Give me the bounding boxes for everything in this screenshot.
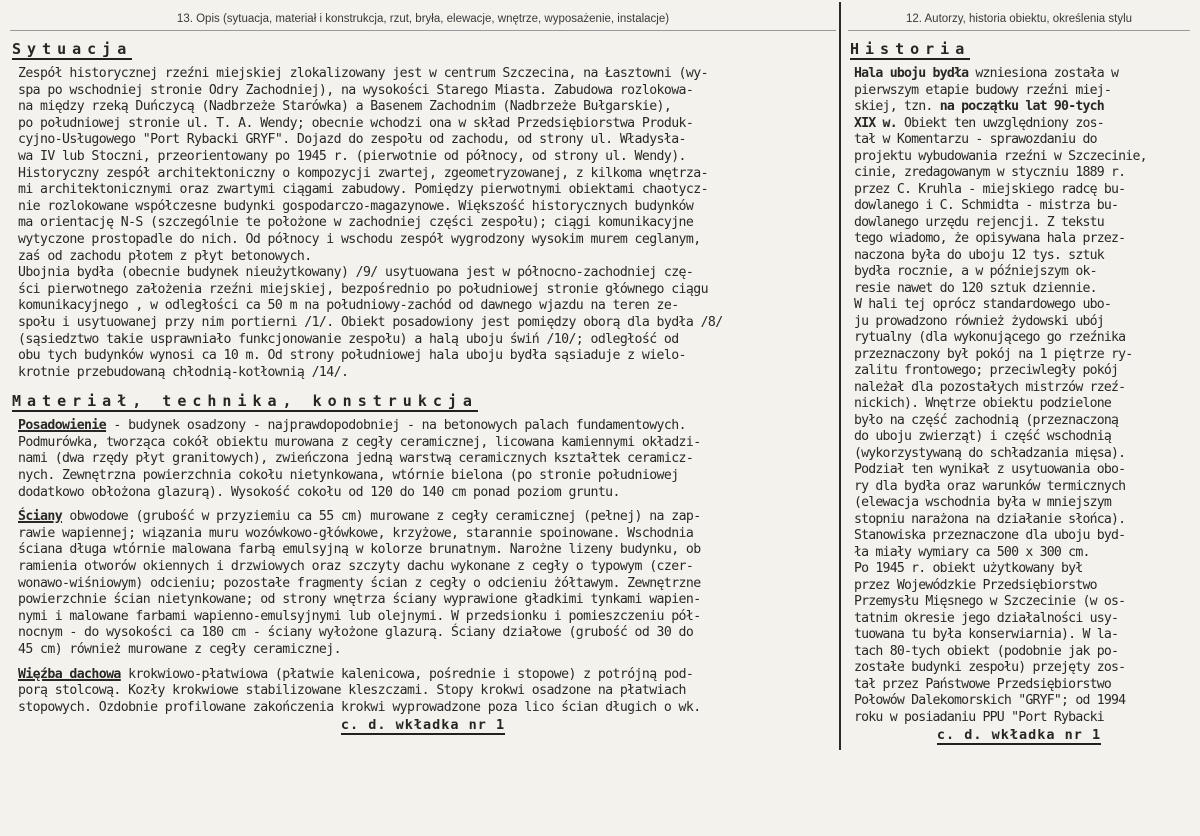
history-emphasis: XIX w.	[854, 115, 897, 131]
history-text-line	[854, 231, 1188, 248]
history-emphasis: Hala uboju bydła	[854, 66, 969, 81]
history-text-line	[854, 660, 1188, 677]
history-text-line	[854, 396, 1188, 413]
history-text-segment: dowlanego urzędu rejencji. Z tekstu	[854, 214, 1104, 230]
history-text-segment: cinie, zredagowanym w styczniu 1889 r.	[854, 165, 1126, 180]
walls-text-line: ramienia otworów okiennych i drzwiowych oraz szczyty dachu wykonane z cegły o typowym (czer-	[18, 559, 694, 575]
history-text-segment: projektu wybudowania rzeźni w Szczecinie,	[854, 148, 1147, 164]
history-text-line	[854, 198, 1188, 215]
history-column-header: 12. Autorzy, historia obiektu, określenia stylu	[848, 8, 1190, 31]
history-text-line	[854, 116, 1188, 133]
description-column	[10, 8, 836, 735]
history-text-line	[854, 248, 1188, 265]
history-text-segment: ła miały wymiary ca 500 x 300 cm.	[854, 544, 1090, 560]
history-text-segment: zostałe budynki zespołu) przejęty zos-	[854, 660, 1126, 675]
roof-text-line: stopowych. Ozdobnie profilowane zakończenia krokwi wyprowadzone poza lico ścian długich o wk.	[18, 699, 701, 715]
situation-text-line: na między rzeką Duńczycą (Nadbrzeże Starówka) a Basenem Zachodnim (Nadbrzeże Bułgarskie),	[18, 99, 672, 115]
material-heading: Materiał, technika, konstrukcja	[12, 392, 478, 411]
history-column	[848, 8, 1190, 745]
continuation-note-left: c. d. wkładka nr 1	[340, 717, 506, 734]
foundation-paragraph	[18, 418, 830, 501]
history-text-segment: stopniu narażona na działanie słońca).	[854, 511, 1126, 527]
history-text-line	[854, 215, 1188, 232]
history-text-line	[854, 132, 1188, 149]
history-text-line	[854, 627, 1188, 644]
history-text-segment: do uboju zwierząt) i część wschodnią	[854, 429, 1112, 444]
history-text-line	[854, 149, 1188, 166]
history-text-line	[854, 693, 1188, 710]
situation-heading: Sytuacja	[12, 40, 133, 58]
history-text-line	[854, 165, 1188, 182]
history-text-line	[854, 446, 1188, 463]
history-text-line	[854, 380, 1188, 397]
situation-text-line: Historyczny zespół architektoniczny o kompozycji zwartej, zgeometryzowanej, z kilkoma wnętrza-	[18, 165, 708, 181]
history-text-segment: W hali tej oprócz standardowego ubo-	[854, 297, 1112, 312]
history-text-line	[854, 297, 1188, 314]
history-text-segment: należał dla pozostałych mistrzów rzeź-	[854, 379, 1126, 395]
history-text-line	[854, 363, 1188, 380]
history-text-segment: dowlanego i C. Schmidta - mistrza bu-	[854, 198, 1119, 213]
roof-first-line: krokwiowo-płatwiowa (płatwie kalenicowa, pośrednie i stopowe) z potrójną pod-	[120, 666, 694, 682]
history-text-line	[854, 330, 1188, 347]
history-text-segment: Obiekt ten uwzględniony zos-	[896, 115, 1104, 131]
history-text-segment: przez C. Kruhla - miejskiego radcę bu-	[854, 181, 1126, 197]
situation-text-line: spa po wschodniej stronie Odry Zachodniej), na wysokości Starego Miasta. Zabudowa rozlokowa-	[18, 82, 694, 98]
situation-text-line: społu i usytuowanej przy nim portierni /1/. Obiekt posadowiony jest pomiędzy oborą dla bydła /8/	[18, 314, 723, 330]
history-text-line	[854, 83, 1188, 100]
history-text-line	[854, 677, 1188, 694]
situation-text-line: krotnie przebudowaną chłodnią-kotłownią /14/.	[18, 364, 349, 380]
history-text-segment: Po 1945 r. obiekt użytkowany był	[854, 561, 1083, 576]
history-text-segment: skiej, tzn.	[854, 99, 940, 114]
history-text-line	[854, 479, 1188, 496]
foundation-text-line: nami (dwa rzędy płyt granitowych), zwieńczona jedną warstwą ceramicznych kształtek ceramicz-	[18, 451, 694, 467]
history-text-segment: (elewacja wschodnia była w mniejszym	[854, 495, 1112, 510]
history-text-line	[854, 264, 1188, 281]
roof-text-line: porą stolcową. Kozły krokwiowe stabilizowane kleszczami. Stopy krokwi osadzone na płatwiach	[18, 683, 686, 699]
history-text-segment: tego wiadomo, że opisywana hala przez-	[854, 231, 1126, 246]
situation-text	[18, 66, 830, 381]
history-text-line	[854, 644, 1188, 661]
history-text-line	[854, 66, 1188, 83]
history-text-segment: (wykorzystywaną do schładzania mięsa).	[854, 445, 1126, 461]
situation-text-line: po południowej stronie ul. T. A. Wendy; obecnie wchodzi ona w skład Przedsiębiorstwa Produk-	[18, 115, 694, 131]
history-text-segment: tuowana tu była konserwiarnia). W la-	[854, 627, 1119, 642]
situation-text-line: wytyczone prostopadle do nich. Od północy i wschodu zespół wygrodzony wysokim murem ceglanym,	[18, 231, 701, 247]
history-text-line	[854, 611, 1188, 628]
history-text-line	[854, 545, 1188, 562]
walls-text-line: rawie wapiennej; wiązania muru wozówkowo-główkowe, krzyżowe, starannie spoinowane. Wschodnia	[18, 525, 694, 541]
history-text	[854, 66, 1188, 726]
history-text-segment: nickich). Wnętrze obiektu podzielone	[854, 396, 1112, 411]
history-text-segment: Połowów Dalekomorskich "GRYF"; od 1994	[854, 693, 1126, 708]
walls-text-line: ściana długa wtórnie malowana farbą emulsyjną w kolorze brunatnym. Narożne lizeny budynku, ob	[18, 542, 701, 558]
history-text-line	[854, 347, 1188, 364]
foundation-text-line: dodatkowo obłożona glazurą). Wysokość cokołu od 120 do 140 cm ponad poziom gruntu.	[18, 484, 620, 500]
history-text-segment: naczona była do uboju 12 tys. sztuk	[854, 247, 1104, 263]
situation-text-line: komunikacyjnego , w odległości ca 50 m na południowy-zachód od dawnego wjazdu na teren ze-	[18, 298, 679, 314]
history-text-segment: rytualny (dla wykonującego go rzeźnika	[854, 330, 1126, 345]
history-text-segment: tatnim okresie jego działalności usy-	[854, 610, 1119, 626]
history-text-segment: Przemysłu Mięsnego w Szczecinie (w os-	[854, 594, 1126, 609]
history-text-line	[854, 413, 1188, 430]
situation-text-line: Zespół historycznej rzeźni miejskiej zlokalizowany jest w centrum Szczecina, na Łasztowni (wy-	[18, 66, 708, 81]
roof-label: Więźba dachowa	[18, 666, 121, 682]
history-text-segment: pierwszym etapie budowy rzeźni miej-	[854, 82, 1112, 98]
situation-text-line: Ubojnia bydła (obecnie budynek nieużytkowany) /9/ usytuowana jest w północno-zachodniej czę-	[18, 265, 694, 281]
foundation-first-line: - budynek osadzony - najprawdopodobniej - na betonowych palach fundamentowych.	[106, 418, 686, 434]
situation-text-line: mi architektonicznymi oraz zwartymi ciągami zabudowy. Pomiędzy pierwotnymi obiektami chaotycz-	[18, 182, 708, 198]
history-heading: Historia	[850, 40, 971, 58]
history-text-segment: roku w posiadaniu PPU "Port Rybacki	[854, 709, 1104, 725]
history-text-segment: zalitu frontowego; przeciwległy pokój	[854, 363, 1119, 378]
history-text-segment: resie nawet do 120 sztuk dziennie.	[854, 280, 1097, 296]
history-text-segment: ju prowadzono również żydowski ubój	[854, 313, 1104, 329]
walls-label: Ściany	[18, 509, 63, 525]
walls-paragraph	[18, 509, 830, 658]
roof-paragraph	[18, 667, 830, 717]
history-text-segment: bydła rocznie, a w późniejszym ok-	[854, 264, 1097, 279]
history-text-line	[854, 594, 1188, 611]
history-text-line	[854, 182, 1188, 199]
column-divider	[839, 2, 841, 750]
walls-text-line: nymi i malowane farbami wapienno-emulsyjnymi lub olejnymi. W przedsionku i pomieszczeniu pół-	[18, 608, 701, 624]
walls-text-line: 45 cm) również murowane z cegły ceramicznej.	[18, 642, 341, 657]
history-text-segment: tał przez Państwowe Przedsiębiorstwo	[854, 676, 1112, 692]
history-text-segment: tach 80-tych obiekt (podobnie jak po-	[854, 643, 1119, 659]
walls-text-line: nocnym - do wysokości ca 180 cm - ściany wyłożone glazurą. Ściany działowe (grubość od 30 do	[18, 625, 694, 641]
history-text-line	[854, 561, 1188, 578]
situation-text-line: zaś od zachodu płotem z płyt betonowych.	[18, 248, 312, 264]
description-column-header: 13. Opis (sytuacja, materiał i konstrukcja, rzut, bryła, elewacje, wnętrze, wyposażenie, instalacje)	[10, 8, 836, 31]
situation-text-line: cyjno-Usługowego "Port Rybacki GRYF". Dojazd do zespołu od zachodu, od strony ul. Władysła-	[18, 132, 686, 148]
history-text-segment: Stanowiska przeznaczone dla uboju byd-	[854, 528, 1126, 543]
history-text-line	[854, 495, 1188, 512]
foundation-label: Posadowienie	[18, 418, 107, 434]
history-text-segment: wzniesiona została w	[968, 66, 1119, 81]
history-text-line	[854, 710, 1188, 727]
history-text-segment: było na część zachodnią (przeznaczoną	[854, 412, 1119, 428]
continuation-note-right: c. d. wkładka nr 1	[936, 727, 1102, 743]
history-text-segment: tał w Komentarzu - sprawozdaniu do	[854, 132, 1097, 147]
history-text-line	[854, 462, 1188, 479]
history-text-line	[854, 99, 1188, 116]
history-text-line	[854, 314, 1188, 331]
situation-text-line: obu tych budynków wynosi ca 10 m. Od strony południowej hala uboju bydła sąsiaduje z wielo-	[18, 348, 686, 364]
history-text-line	[854, 281, 1188, 298]
foundation-text-line: nych. Zewnętrzna powierzchnia cokołu nietynkowana, wtórnie bielona (po stronie południowej	[18, 468, 679, 484]
history-text-line	[854, 528, 1188, 545]
situation-text-line: ści pierwotnego założenia rzeźni miejskiej, bezpośrednio po południowej stronie głównego ciągu	[18, 281, 708, 297]
walls-first-line: obwodowe (grubość w przyziemiu ca 55 cm) murowane z cegły ceramicznej (pełnej) na zap-	[62, 509, 701, 525]
history-text-line	[854, 429, 1188, 446]
situation-text-line: wa IV lub Stoczni, przeorientowany po 1945 r. (pierwotnie od północy, od strony ul. Wendy).	[18, 148, 686, 164]
situation-text-line: (sąsiedztwo takie usprawniało funkcjonowanie zespołu) a halą uboju świń /10/; odległość od	[18, 331, 679, 347]
history-text-segment: przeznaczony był pokój na 1 piętrze ry-	[854, 346, 1133, 362]
walls-text-line: wonawo-wiśniowym) odcieniu; pozostałe fragmenty ścian z cegły o odcieniu żółtawym. Zewnętrzne	[18, 575, 701, 591]
history-text-segment: Podział ten wynikał z usytuowania obo-	[854, 462, 1126, 477]
situation-text-line: ma orientację N-S (szczególnie te położone w zachodniej części zespołu); ciągi komunikacyjne	[18, 215, 694, 231]
situation-text-line: nie rozlokowane współczesne budynki gospodarczo-magazynowe. Większość historycznych budynków	[18, 198, 694, 214]
foundation-text-line: Podmurówka, tworząca cokół obiektu murowana z cegły ceramicznej, licowana kamiennymi okładzi-	[18, 434, 701, 450]
walls-text-line: powierzchnie ścian nietynkowane; od strony wnętrza ściany wyprawione gładkimi tynkami wapien-	[18, 592, 701, 608]
history-text-segment: przez Wojewódzkie Przedsiębiorstwo	[854, 577, 1097, 593]
history-emphasis: na początku lat 90-tych	[939, 99, 1104, 114]
history-text-segment: ry dla bydła oraz warunków termicznych	[854, 478, 1126, 494]
history-text-line	[854, 578, 1188, 595]
history-text-line	[854, 512, 1188, 529]
